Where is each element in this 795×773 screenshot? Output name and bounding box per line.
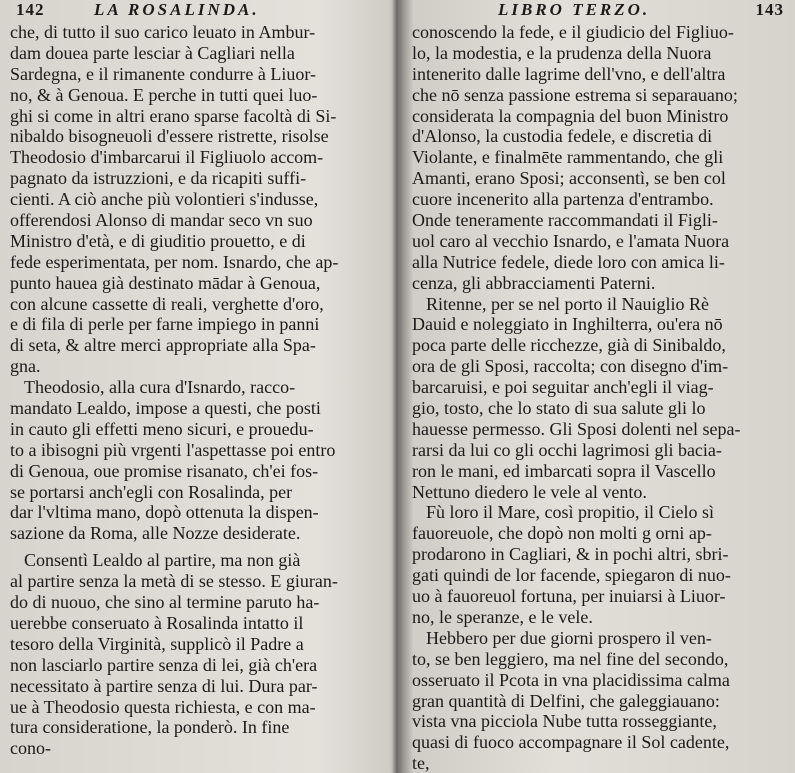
text-line: gran quantità di Delfini, che galeggiauano: (412, 690, 720, 711)
text-line: fauoreuole, che dopò non molti g orni ap- (412, 523, 712, 544)
text-line: non lasciarlo partire senza di lei, già ch'era (10, 654, 318, 675)
left-page-header (10, 0, 384, 22)
right-running-title: LIBRO TERZO. (498, 0, 651, 19)
text-line: Fù loro il Mare, così propitio, il Cielo sì (426, 502, 714, 523)
text-line: tesoro della Virginità, supplicò il Padre a (10, 633, 304, 654)
text-line: te, (412, 753, 430, 773)
right-page-number: 143 (755, 0, 784, 19)
text-line: ron le mani, ed imbarcati sopra il Vascello (412, 460, 716, 481)
text-line: Amanti, erano Sposi; acconsentì, se ben col (412, 168, 726, 189)
text-line: uerebbe conseruato à Rosalinda intatto il (10, 612, 304, 633)
text-line: Theodosio, alla cura d'Isnardo, racco- (24, 377, 296, 398)
text-line: rarsi da lui co gli occhi lagrimosi gli bacia- (412, 439, 722, 460)
text-line: alla Nutrice fedele, diede loro con amica li- (412, 251, 725, 272)
text-line: fede esperimentata, per nom. Isnardo, che ap- (10, 251, 339, 272)
text-line: Ministro d'età, e di giuditio prouetto, e di (10, 230, 306, 251)
text-line: cienti. A ciò anche più volontieri s'indusse, (10, 189, 319, 210)
text-line: cenza, gli abbracciamenti Paterni. (412, 272, 656, 293)
text-line: no, le speranze, e le vele. (412, 606, 593, 627)
text-line: se portarsi anch'egli con Rosalinda, per (10, 481, 293, 502)
text-line: gna. (10, 356, 41, 377)
text-line: poca parte delle ricchezze, già di Sinibaldo, (412, 335, 726, 356)
text-line: considerata la compagnia del buon Ministro (412, 105, 729, 126)
text-line: in cauto gli effetti meno sicuri, e prouedu- (10, 418, 314, 439)
text-line: prodarono in Cagliari, & in pochi altri, sbri- (412, 544, 729, 565)
text-line: necessitato à partire senza di lui. Dura par- (10, 675, 318, 696)
right-page-header (412, 0, 786, 22)
text-line: e di fila di perle per farne impiego in panni (10, 314, 320, 335)
text-line: uo à fauoreuol fortuna, per inuiarsi à Liuor- (412, 586, 726, 607)
text-line: hauesse permesso. Gli Sposi dolenti nel sepa- (412, 418, 741, 439)
text-line: Onde teneramente raccommandati il Figli- (412, 210, 718, 231)
text-line: ghi si come in altri erano sparse facoltà di Si- (10, 105, 337, 126)
text-line: do di nuouo, che sino al termine paruto ha- (10, 592, 320, 613)
text-line: ue à Theodosio questa richiesta, e con ma- (10, 696, 316, 717)
text-line: osseruato il Pcota in vna placidissima calma (412, 669, 730, 690)
text-line: mandato Lealdo, impose a questi, che posti (10, 398, 321, 419)
right-page (412, 0, 786, 773)
text-line: Violante, e finalmēte rammentando, che gli (412, 147, 724, 168)
text-line: vista vna picciola Nube tutta rosseggiante, (412, 711, 717, 732)
left-page (10, 0, 384, 759)
text-line: che nō senza passione estrema si separauano; (412, 84, 738, 105)
left-page-number: 142 (16, 0, 45, 19)
text-line: lo, la modestia, e la prudenza della Nuora (412, 42, 712, 63)
text-line: che, di tutto il suo carico leuato in Ambur- (10, 22, 316, 42)
text-line: Sardegna, e il rimanente condurre à Liuor- (10, 63, 317, 84)
text-line: quasi di fuoco accompagnare il Sol cadente, (412, 732, 730, 753)
text-line: di seta, & altre merci appropriate alla Spa- (10, 335, 316, 356)
text-line: Ritenne, per se nel porto il Nauiglio Rè (426, 293, 709, 314)
text-line: uol caro al vecchio Isnardo, e l'amata Nuora (412, 230, 730, 251)
text-line: to a ibisogni più vrgenti l'aspettasse poi entro (10, 439, 336, 460)
text-line: offerendosi Alonso di mandar seco vn suo (10, 210, 313, 231)
text-line: punto hauea già destinato mādar à Genoua, (10, 272, 321, 293)
book-gutter (392, 0, 402, 773)
text-line: pagnato da istruzzioni, e da ricapiti suffi- (10, 168, 307, 189)
text-line: intenerito dalle lagrime dell'vno, e dell'altra (412, 63, 726, 84)
text-line: nibaldo bisogneuoli d'essere ristrette, risolse (10, 126, 329, 147)
text-line: conoscendo la fede, e il giudicio del Figliuo- (412, 22, 734, 42)
text-line: d'Alonso, la custodia fedele, e discretia di (412, 126, 713, 147)
text-line: gio, tosto, che lo stato di sua salute gli lo (412, 398, 706, 419)
text-line: dam douea parte lesciar à Cagliari nella (10, 42, 295, 63)
text-line: ora de gli Sposi, raccolta; con disegno d'im- (412, 356, 729, 377)
text-line: cono- (10, 738, 51, 759)
text-line: di Genoua, oue promise risanato, ch'ei fos- (10, 460, 319, 481)
text-line: Nettuno diedero le vele al vento. (412, 481, 647, 502)
text-line: cuore incenerito alla partenza d'entrambo. (412, 189, 714, 210)
text-line: al partire senza la metà di se stesso. E giuran- (10, 571, 338, 592)
text-line: to, se ben leggiero, ma nel fine del secondo, (412, 648, 729, 669)
left-page-text (10, 22, 384, 759)
left-running-title: LA ROSALINDA. (94, 0, 260, 19)
text-line: dar l'vltima mano, dopò ottenuta la dispen- (10, 502, 319, 523)
text-line: Theodosio d'imbarcarui il Figliuolo accom- (10, 147, 324, 168)
text-line: barcaruisi, e poi seguitar anch'egli il viag- (412, 377, 714, 398)
text-line: Consentì Lealdo al partire, ma non già (24, 550, 301, 571)
text-line: gati quindi de lor facende, spiegaron di nuo- (412, 565, 731, 586)
right-page-text (412, 22, 786, 773)
text-line: sazione da Roma, alle Nozze desiderate. (10, 523, 301, 544)
text-line: tura consideratione, la ponderò. In fine (10, 717, 290, 738)
text-line: Dauid e noleggiato in Inghilterra, ou'era nō (412, 314, 723, 335)
text-line: no, & à Genoua. E perche in tutti quei luo- (10, 84, 318, 105)
text-line: Hebbero per due giorni prospero il ven- (426, 627, 712, 648)
text-line: con alcune cassette di reali, verghette d'oro, (10, 293, 324, 314)
